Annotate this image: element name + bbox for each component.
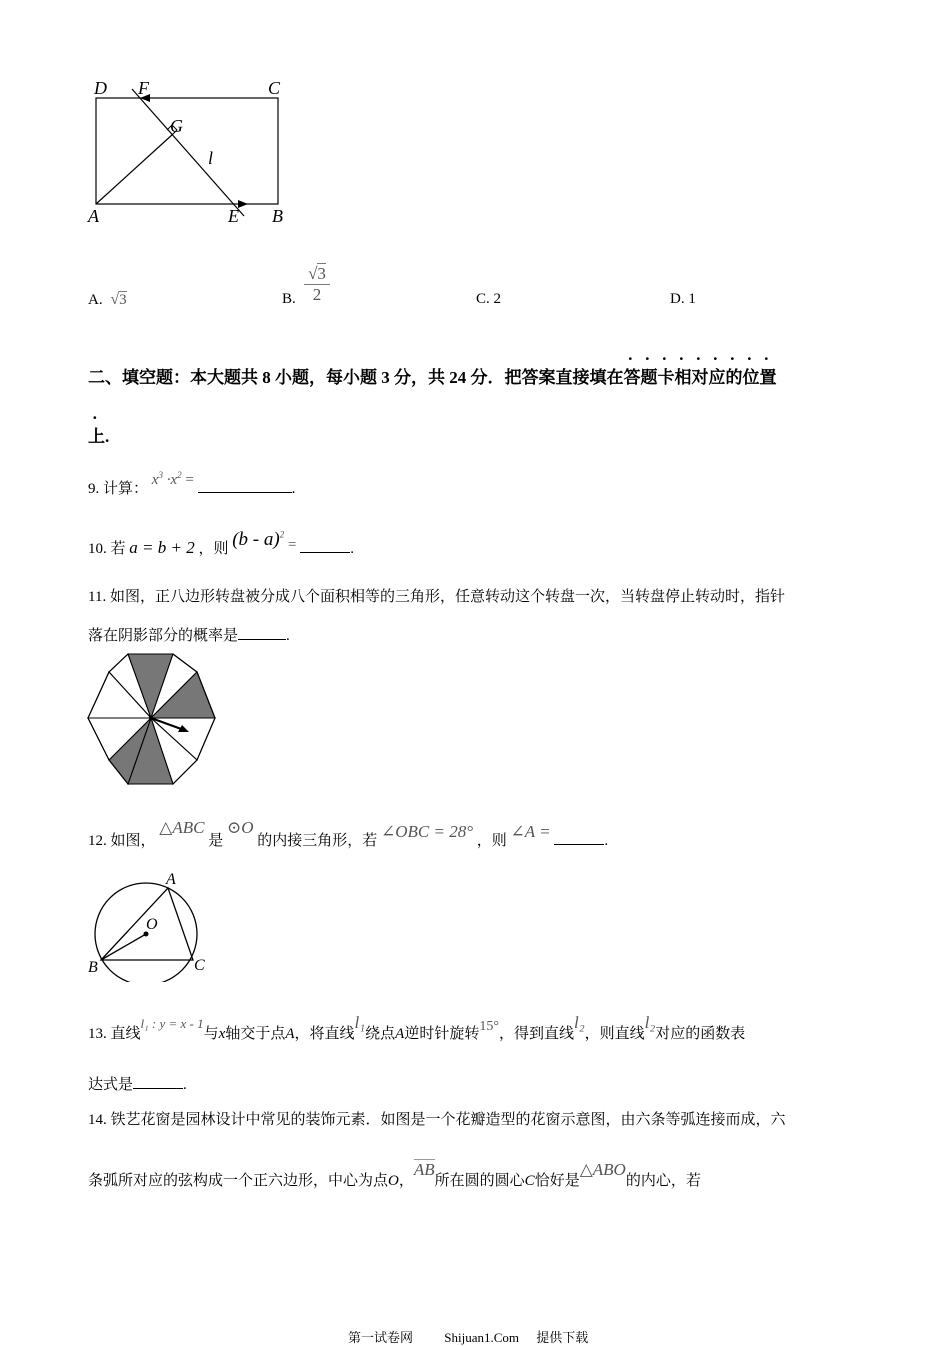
option-b-fraction	[304, 264, 330, 305]
label-G: G	[170, 116, 183, 136]
figure-circle-abc	[84, 866, 214, 982]
dotted-char-9: 置	[759, 368, 777, 387]
question-12	[88, 818, 609, 850]
label-C: C	[268, 78, 281, 98]
q11-line2	[88, 624, 290, 645]
q14-point-c: C	[524, 1173, 535, 1189]
option-a-label: A.	[88, 292, 103, 308]
section-title-end-line	[88, 422, 109, 447]
q13-text-2: 轴交于点	[225, 1026, 286, 1042]
q13-text-7: ，则直线	[584, 1026, 645, 1042]
q12-triangle: △ABC	[159, 818, 205, 837]
q10-label: 10. 若	[88, 541, 126, 557]
q12-then: ，则	[476, 833, 507, 849]
option-a	[88, 291, 127, 309]
footer	[348, 1327, 588, 1346]
q14-triangle: △ABO	[579, 1160, 626, 1179]
q14-line2	[88, 1160, 701, 1190]
q9-label: 9. 计算：	[88, 481, 149, 497]
section-title-end: 上	[88, 427, 105, 446]
label-l: l	[208, 148, 214, 168]
q13-text-3: ，将直线	[294, 1026, 355, 1042]
q10-answer-blank[interactable]	[300, 538, 350, 553]
option-c: C. 2	[476, 291, 502, 307]
q13-x: x	[218, 1026, 226, 1042]
q13-line2-text: 达式是	[88, 1077, 134, 1093]
question-9	[88, 470, 296, 498]
q12-answer-blank[interactable]	[554, 830, 604, 845]
q12-is: 是	[208, 833, 224, 849]
q13-line2	[88, 1073, 187, 1094]
question-13	[88, 1013, 746, 1043]
q10-end: .	[350, 541, 354, 557]
q10-eq: =	[287, 537, 297, 553]
q10-condition: a = b + 2	[129, 538, 195, 557]
q9-expression: $x^3 \cdot x^2$ =	[151, 470, 194, 488]
q14-point-o: O	[388, 1173, 399, 1189]
q13-text-1: 与	[203, 1026, 219, 1042]
q9-answer-blank[interactable]	[198, 478, 292, 493]
q13-l2: l₂	[573, 1013, 585, 1032]
footer-domain: Shijuan1.Com	[444, 1330, 520, 1345]
dotted-char-4: 相	[674, 368, 692, 387]
q11-answer-blank[interactable]	[238, 625, 286, 640]
footer-action: 提供下载	[536, 1330, 589, 1345]
label-E: E	[228, 206, 239, 226]
question-10	[88, 529, 354, 559]
dotted-char-5: 对	[691, 368, 709, 387]
q13-l2-b: l₂	[644, 1013, 656, 1032]
q13-l1: l₁	[354, 1013, 366, 1032]
q12-ask: ∠A =	[510, 822, 551, 841]
label-F: F	[138, 78, 149, 98]
q13-label: 13. 直线	[88, 1026, 141, 1042]
q13-point-a-2: A	[395, 1026, 405, 1042]
label-A-circle: A	[166, 871, 176, 888]
dotted-char-2: 题	[640, 368, 658, 387]
option-b-numerator: √3	[308, 264, 326, 283]
q10-then: ，则	[198, 541, 229, 557]
section-title	[88, 363, 777, 388]
q13-answer-blank[interactable]	[133, 1074, 183, 1089]
q13-text-8: 对应的函数表	[655, 1026, 746, 1042]
q13-degree: 15°	[479, 1019, 499, 1034]
q14-text-b: 所在圆的圆心	[434, 1173, 525, 1189]
q11-line1: 11. 如图，正八边形转盘被分成八个面积相等的三角形，任意转动这个转盘一次，当转盘停止转动时，指针	[88, 589, 785, 605]
section-title-main: 二、填空题：本大题共 8 小题，每小题 3 分，共 24 分．把答案直接填在	[88, 368, 624, 387]
section-title-period: .	[105, 427, 110, 446]
dotted-char-6: 应	[708, 368, 726, 387]
q13-text-5: 逆时针旋转	[404, 1026, 480, 1042]
q13-point-a: A	[285, 1026, 295, 1042]
label-B: B	[272, 206, 283, 226]
q14-arc-ab: AB	[413, 1160, 435, 1179]
label-D: D	[94, 78, 107, 98]
q12-circle: ⊙O	[226, 818, 254, 837]
q12-end: .	[604, 833, 609, 849]
figure-rectangle-abcd	[80, 72, 310, 232]
q11-end: .	[286, 628, 290, 644]
q12-angle: ∠OBC = 28°	[381, 822, 474, 841]
label-O-circle: O	[146, 916, 158, 933]
figure-octagon-spinner	[84, 652, 222, 788]
q12-label: 12. 如图，	[88, 833, 156, 849]
option-a-value: 3	[119, 292, 127, 308]
q14-text-c: 恰好是	[534, 1173, 580, 1189]
q10-lhs: (b - a)$^2$	[232, 529, 285, 550]
q13-end: .	[183, 1077, 187, 1093]
q11-line2-text: 落在阴影部分的概率是	[88, 628, 239, 644]
q9-end: .	[291, 481, 296, 497]
q12-inscribed: 的内接三角形，若	[257, 833, 378, 849]
footer-site: 第一试卷网	[348, 1330, 414, 1345]
dotted-char-1: 答	[623, 368, 641, 387]
q14-comma: ，	[398, 1173, 414, 1189]
label-A: A	[88, 206, 99, 226]
option-b-label: B.	[282, 291, 296, 307]
dotted-char-7: 的	[725, 368, 743, 387]
q13-text-6: ，得到直线	[498, 1026, 574, 1042]
sqrt-symbol: √	[110, 291, 120, 308]
option-b-denominator: 2	[304, 284, 330, 305]
q13-text-4: 绕点	[365, 1026, 396, 1042]
q14-text-a: 条弧所对应的弦构成一个正六边形，中心为点	[88, 1173, 389, 1189]
dotted-char-3: 卡	[657, 368, 675, 387]
option-d: D. 1	[670, 291, 696, 307]
q14-text-d: 的内心，若	[625, 1173, 701, 1189]
label-B-circle: B	[88, 959, 98, 976]
label-C-circle: C	[194, 957, 205, 974]
q14-line1: 14. 铁艺花窗是园林设计中常见的装饰元素．如图是一个花瓣造型的花窗示意图，由六条等弧连接而成，六	[88, 1112, 786, 1128]
dotted-char-8: 位	[742, 368, 760, 387]
q13-l1-equation: l₁ : y = x - 1	[140, 1016, 204, 1031]
